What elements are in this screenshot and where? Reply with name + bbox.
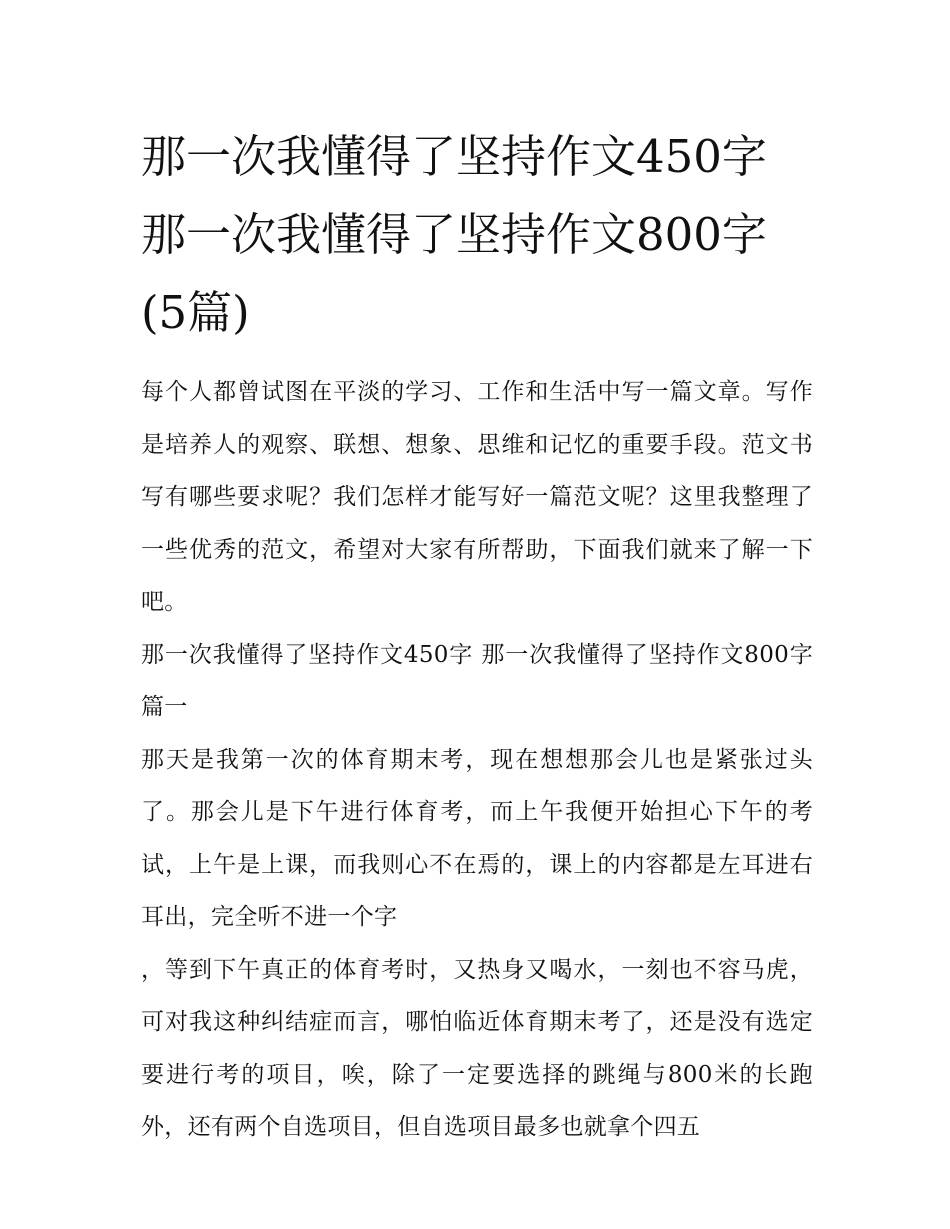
body-paragraph: ，等到下午真正的体育考时，又热身又喝水，一刻也不容马虎，可对我这种纠结症而言，哪怕临近体育期末考了，还是没有选定要进行考的项目，唉，除了一定要选择的跳绳与800米的长跑外，还有两个自选项目，但自选项目最多也就拿个四五 bbox=[141, 956, 813, 1140]
intro-paragraph: 每个人都曾试图在平淡的学习、工作和生活中写一篇文章。写作是培养人的观察、联想、想象、思维和记忆的重要手段。范文书写有哪些要求呢？我们怎样才能写好一篇范文呢？这里我整理了一些优秀的范文，希望对大家有所帮助，下面我们就来了解一下吧。 bbox=[141, 379, 813, 615]
document-page bbox=[141, 118, 813, 1154]
section-heading: 那一次我懂得了坚持作文450字 那一次我懂得了坚持作文800字篇一 bbox=[141, 641, 813, 720]
document-title: 那一次我懂得了坚持作文450字 那一次我懂得了坚持作文800字(5篇) bbox=[141, 130, 767, 339]
body-paragraph: 那天是我第一次的体育期末考，现在想想那会儿也是紧张过头了。那会儿是下午进行体育考，而上午我便开始担心下午的考试，上午是上课，而我则心不在焉的，课上的内容都是左耳进右耳出，完全听不进一个字 bbox=[141, 746, 813, 930]
